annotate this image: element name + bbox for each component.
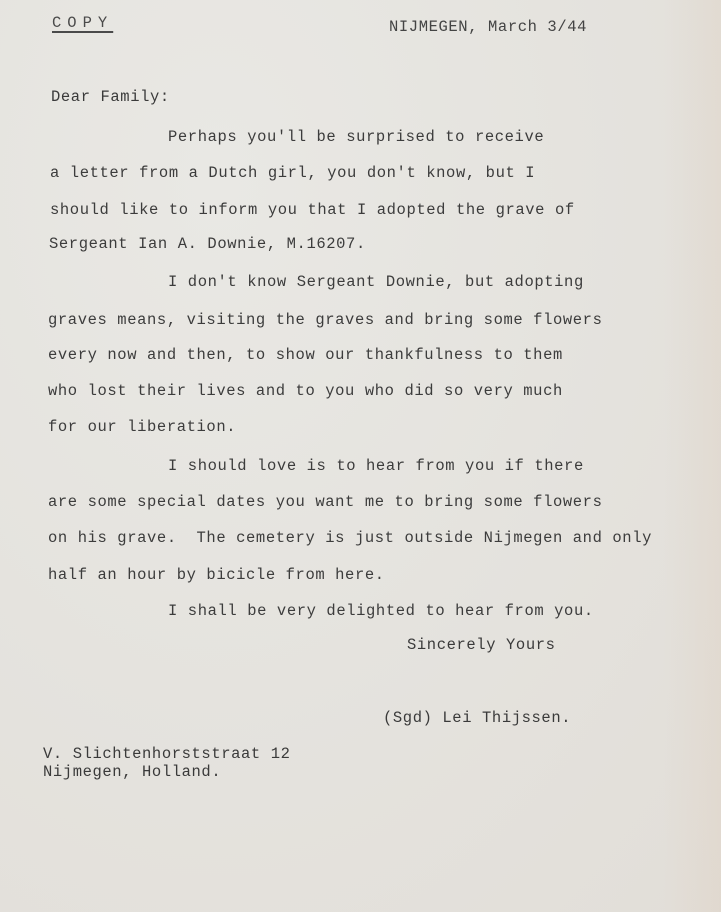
dateline: NIJMEGEN, March 3/44 (389, 18, 588, 36)
paragraph-1-line-3: should like to inform you that I adopted the grave of (50, 201, 575, 219)
paragraph-2-line-1: I don't know Sergeant Downie, but adopting (168, 273, 584, 291)
paragraph-3-line-3: on his grave. The cemetery is just outside Nijmegen and only (48, 529, 652, 547)
signature: (Sgd) Lei Thijssen. (383, 709, 572, 727)
paragraph-2-line-2: graves means, visiting the graves and bring some flowers (48, 311, 603, 329)
paragraph-3-line-1: I should love is to hear from you if there (168, 457, 584, 475)
paragraph-3-line-4: half an hour by bicicle from here. (48, 566, 385, 584)
address-line-2: Nijmegen, Holland. (43, 763, 222, 781)
paragraph-2-line-3: every now and then, to show our thankfulness to them (48, 346, 563, 364)
paragraph-2-line-4: who lost their lives and to you who did so very much (48, 382, 563, 400)
paragraph-2-line-5: for our liberation. (48, 418, 237, 436)
paragraph-4-line-1: I shall be very delighted to hear from you. (168, 602, 594, 620)
salutation: Dear Family: (51, 88, 170, 106)
address-line-1: V. Slichtenhorststraat 12 (43, 745, 291, 763)
paragraph-1-line-1: Perhaps you'll be surprised to receive (168, 128, 545, 146)
paragraph-1-line-2: a letter from a Dutch girl, you don't know, but I (50, 164, 536, 182)
paragraph-1-line-4: Sergeant Ian A. Downie, M.16207. (49, 235, 366, 253)
closing: Sincerely Yours (407, 636, 556, 654)
copy-label: COPY (52, 14, 114, 32)
paragraph-3-line-2: are some special dates you want me to bring some flowers (48, 493, 603, 511)
